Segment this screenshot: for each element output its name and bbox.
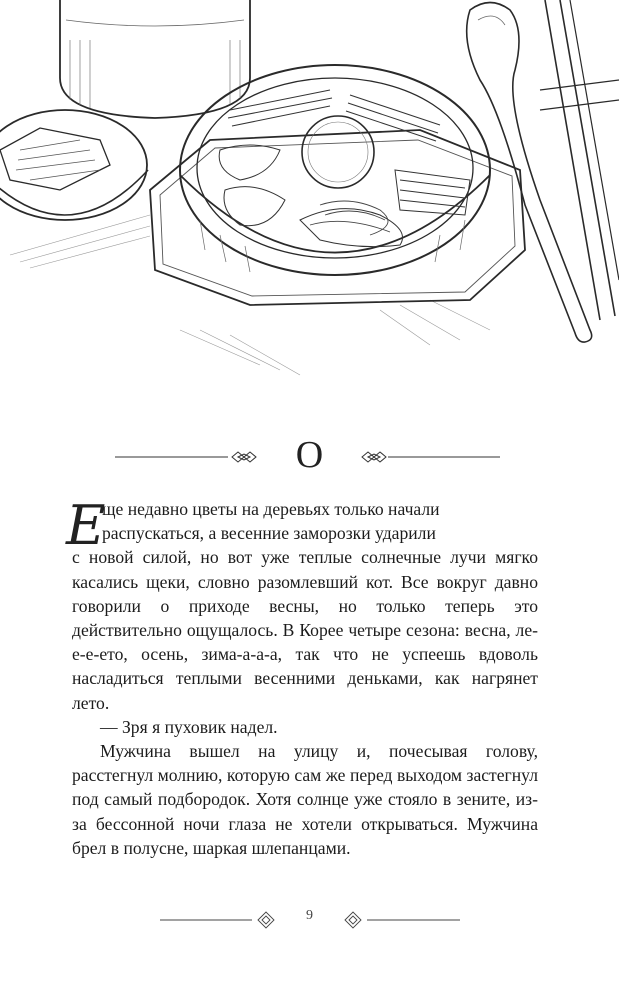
paragraph-3: Мужчина вышел на улицу и, почесывая голову, расстегнул молнию, которую сам же перед выходом застегнул под самый подбородок. Хотя солнце уже стояло в зените, из-за бессонной ночи глаза не хотели открываться. Мужчина брел в полусне, шаркая шлепанцами. [72, 741, 538, 858]
chapter-text [66, 494, 538, 860]
paragraph-1-rest: с новой силой, но вот уже теплые солнечные лучи мягко касались щеки, словно разомлевший кот. Все вокруг давно говорили о приходе весны, но только теперь это действительно ощущалось. В Корее четыре сезона: весна, ле-е-е-ето, осень, зима-а-а-а, так что не успеешь вдоволь насладиться теплыми весенними деньками, как нагрянет лето. [72, 547, 538, 713]
chapter-number: О [295, 434, 324, 476]
opening-paragraph [66, 494, 538, 715]
opening-line-2: распускаться, а весенние заморозки ударили [102, 523, 436, 544]
drop-cap: Е [66, 494, 106, 557]
opening-line-1: ще недавно цветы на деревьях только начали [102, 499, 440, 519]
bibimbap-illustration [0, 0, 619, 400]
page-number: 9 [306, 908, 313, 923]
paragraph-2: — Зря я пуховик надел. [100, 716, 278, 737]
